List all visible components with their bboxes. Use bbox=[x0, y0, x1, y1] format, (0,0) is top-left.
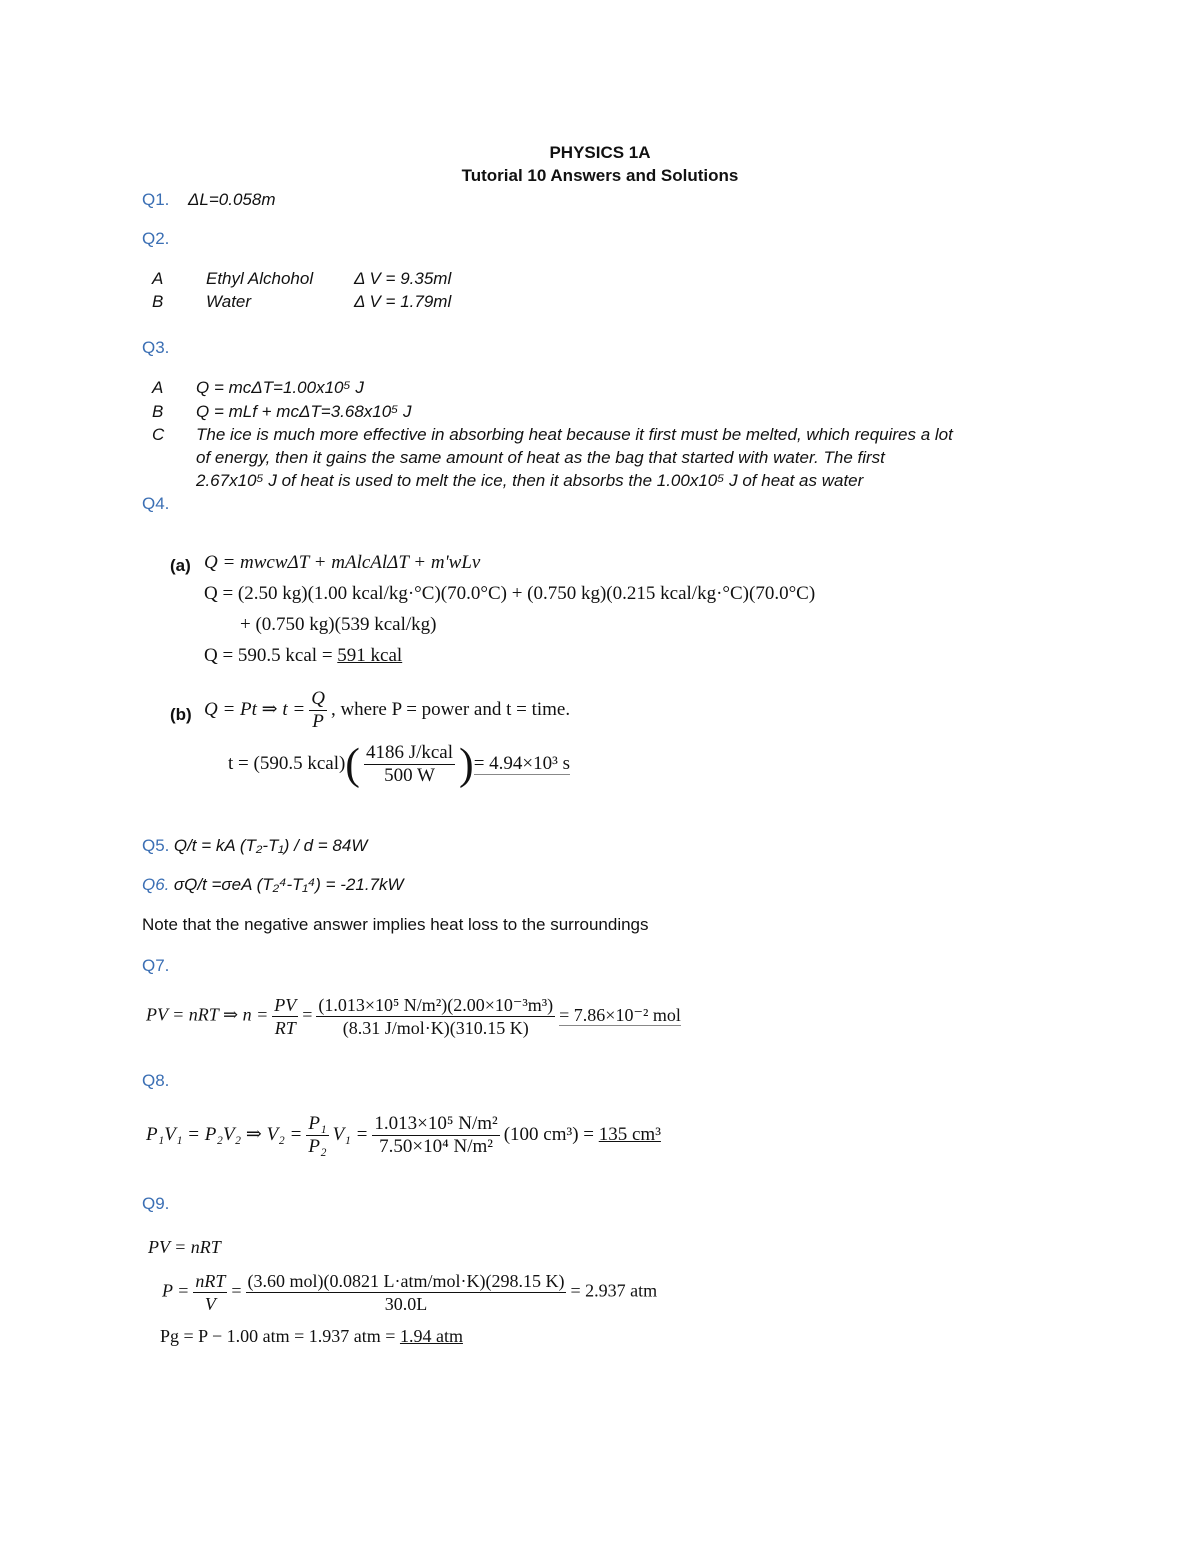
q2-substance-b: Water bbox=[206, 292, 252, 311]
q9-fraction2 bbox=[246, 1270, 567, 1315]
q8-f2-num: 1.013×10⁵ N/m² bbox=[374, 1113, 498, 1134]
q4b-answer: = 4.94×10³ s bbox=[473, 752, 570, 774]
q7-lhs: PV = nRT ⇒ n = bbox=[146, 1004, 269, 1025]
note-text: Note that the negative answer implies heat loss to the surroundings bbox=[142, 915, 649, 934]
q2-result-a: Δ V = 9.35ml bbox=[354, 269, 452, 288]
q7-eq: PV = nRT ⇒ n = $\frac{PV}{RT}$ = $\frac{\text{(1.013×10⁵ N/m²)(2.00×10⁻³m³)}}{\text{(8.31 J/mol·K)(310.15 K)}}$ = 7.86×10⁻² mol bbox=[146, 995, 681, 1038]
q7-f2-num: (1.013×10⁵ N/m²)(2.00×10⁻³m³) bbox=[318, 995, 554, 1015]
q4b-eq2-num: 4186 J/kcal bbox=[365, 742, 454, 763]
q7-f1-num: PV bbox=[274, 995, 297, 1015]
q9-f2-den: 30.0L bbox=[384, 1294, 428, 1314]
q4a-label: (a) bbox=[170, 556, 191, 575]
q7-f2-den: (8.31 J/mol·K)(310.15 K) bbox=[342, 1018, 529, 1038]
q8-fraction1 bbox=[306, 1113, 328, 1158]
q9-eq1: PV = nRT bbox=[148, 1237, 221, 1257]
q8-f2-den: 7.50×10⁴ N/m² bbox=[379, 1136, 493, 1157]
q1-label: Q1. bbox=[142, 190, 170, 209]
q4b-eq2: t = (590.5 kcal)( $\frac{\text{4186 J/kcal}}{500 W}$ )= 4.94×10³ s bbox=[228, 739, 570, 789]
q4b-eq1-fraction bbox=[309, 688, 327, 733]
q8-eq bbox=[146, 1113, 661, 1158]
q3-answer-c-line2: of energy, then it gains the same amount of heat as the bag that started with water. The first bbox=[196, 448, 885, 467]
q4b-label: (b) bbox=[170, 705, 192, 724]
q4b-eq1-rhs: , where P = power and t = time. bbox=[330, 698, 571, 720]
q8-fraction2 bbox=[372, 1113, 499, 1158]
q6-answer: σQ/t =σeA (T₂⁴-T₁⁴) = -21.7kW bbox=[173, 875, 404, 894]
q3-answer-c-line3: 2.67x10⁵ J of heat is used to melt the ice, then it absorbs the 1.00x10⁵ J of heat as water bbox=[196, 471, 864, 490]
page-title: PHYSICS 1A bbox=[549, 143, 651, 162]
q3-letter-c: C bbox=[152, 425, 165, 444]
q7-fraction2 bbox=[316, 994, 555, 1039]
q9-fraction1 bbox=[193, 1270, 227, 1315]
q7-result: = 7.86×10⁻² mol bbox=[559, 1004, 681, 1025]
q3-answer-a: Q = mcΔT=1.00x10⁵ J bbox=[196, 378, 364, 397]
q4b-eq2-fraction bbox=[364, 742, 455, 787]
q4a-eq4-lhs: Q = 590.5 kcal = bbox=[204, 645, 338, 666]
q9-eq2 bbox=[162, 1270, 657, 1315]
q7-fraction1 bbox=[272, 994, 298, 1039]
q9-f1-den: V bbox=[204, 1294, 216, 1314]
q4a-answer: 591 kcal bbox=[337, 645, 403, 666]
q4b-eq1 bbox=[204, 688, 570, 733]
q5-line bbox=[142, 836, 367, 856]
q6-line bbox=[142, 875, 404, 895]
q5-label: Q5. bbox=[142, 836, 170, 855]
q9-eqsign: = bbox=[231, 1280, 242, 1301]
q4a-eq2: Q = (2.50 kg)(1.00 kcal/kg·°C)(70.0°C) + (0.750 kg)(0.215 kcal/kg·°C)(70.0°C) bbox=[204, 583, 816, 604]
q9-eq3-lhs: Pg = P − 1.00 atm = 1.937 atm = bbox=[160, 1326, 400, 1346]
q8-label: Q8. bbox=[142, 1071, 170, 1090]
q9-eq3 bbox=[160, 1326, 463, 1347]
q8-tail: (100 cm³) = bbox=[503, 1123, 599, 1145]
q8-lhs: P₁V₁ = P₂V₂ ⇒ V₂ = bbox=[146, 1123, 303, 1145]
q4b-eq1-lhs: Q = Pt ⇒ t = bbox=[204, 698, 306, 720]
q2-result-b: Δ V = 1.79ml bbox=[354, 292, 452, 311]
q4a-eq1: Q = mwcwΔT + mAlcAlΔT + m'wLv bbox=[204, 552, 481, 573]
q6-label: Q6. bbox=[142, 875, 170, 894]
q2-label: Q2. bbox=[142, 229, 170, 248]
q3-answer-c-line1: The ice is much more effective in absorbing heat because it first must be melted, which requires a lot bbox=[196, 425, 953, 444]
q9-lhs: P = bbox=[162, 1280, 190, 1301]
q8-mid: V₁ = bbox=[332, 1123, 369, 1145]
page-subtitle: Tutorial 10 Answers and Solutions bbox=[461, 166, 739, 185]
q7-f1-den: RT bbox=[274, 1018, 296, 1038]
q4b-eq1-den: P bbox=[312, 711, 324, 732]
q9-label: Q9. bbox=[142, 1194, 170, 1213]
q3-answer-b: Q = mLf + mcΔT=3.68x10⁵ J bbox=[196, 402, 412, 421]
q8-f1-num: P₁ bbox=[308, 1113, 327, 1134]
q3-label: Q3. bbox=[142, 338, 170, 357]
q4b-eq1-num: Q bbox=[311, 688, 325, 709]
q8-f1-den: P₂ bbox=[308, 1136, 327, 1157]
q3-letter-a: A bbox=[152, 378, 164, 397]
q9-f1-num: nRT bbox=[195, 1271, 226, 1291]
q3-letter-b: B bbox=[152, 402, 164, 421]
q4b-eq2-lhs: t = (590.5 kcal) bbox=[228, 752, 346, 774]
q7-label: Q7. bbox=[142, 956, 170, 975]
q4a-eq4 bbox=[204, 645, 402, 667]
q4b-eq2-den: 500 W bbox=[384, 765, 435, 786]
q8-result: 135 cm³ bbox=[598, 1123, 661, 1145]
q2-letter-b: B bbox=[152, 292, 164, 311]
q1-answer: ΔL=0.058m bbox=[188, 190, 276, 209]
q9-f2-num: (3.60 mol)(0.0821 L·atm/mol·K)(298.15 K) bbox=[247, 1271, 565, 1291]
q5-answer: Q/t = kA (T₂-T₁) / d = 84W bbox=[173, 836, 368, 855]
q4-label: Q4. bbox=[142, 494, 170, 513]
q2-substance-a: Ethyl Alchohol bbox=[206, 269, 314, 288]
q2-letter-a: A bbox=[152, 269, 164, 288]
q4a-eq3: + (0.750 kg)(539 kcal/kg) bbox=[240, 614, 437, 635]
q9-answer: 1.94 atm bbox=[399, 1326, 463, 1346]
q9-result: = 2.937 atm bbox=[570, 1280, 658, 1301]
